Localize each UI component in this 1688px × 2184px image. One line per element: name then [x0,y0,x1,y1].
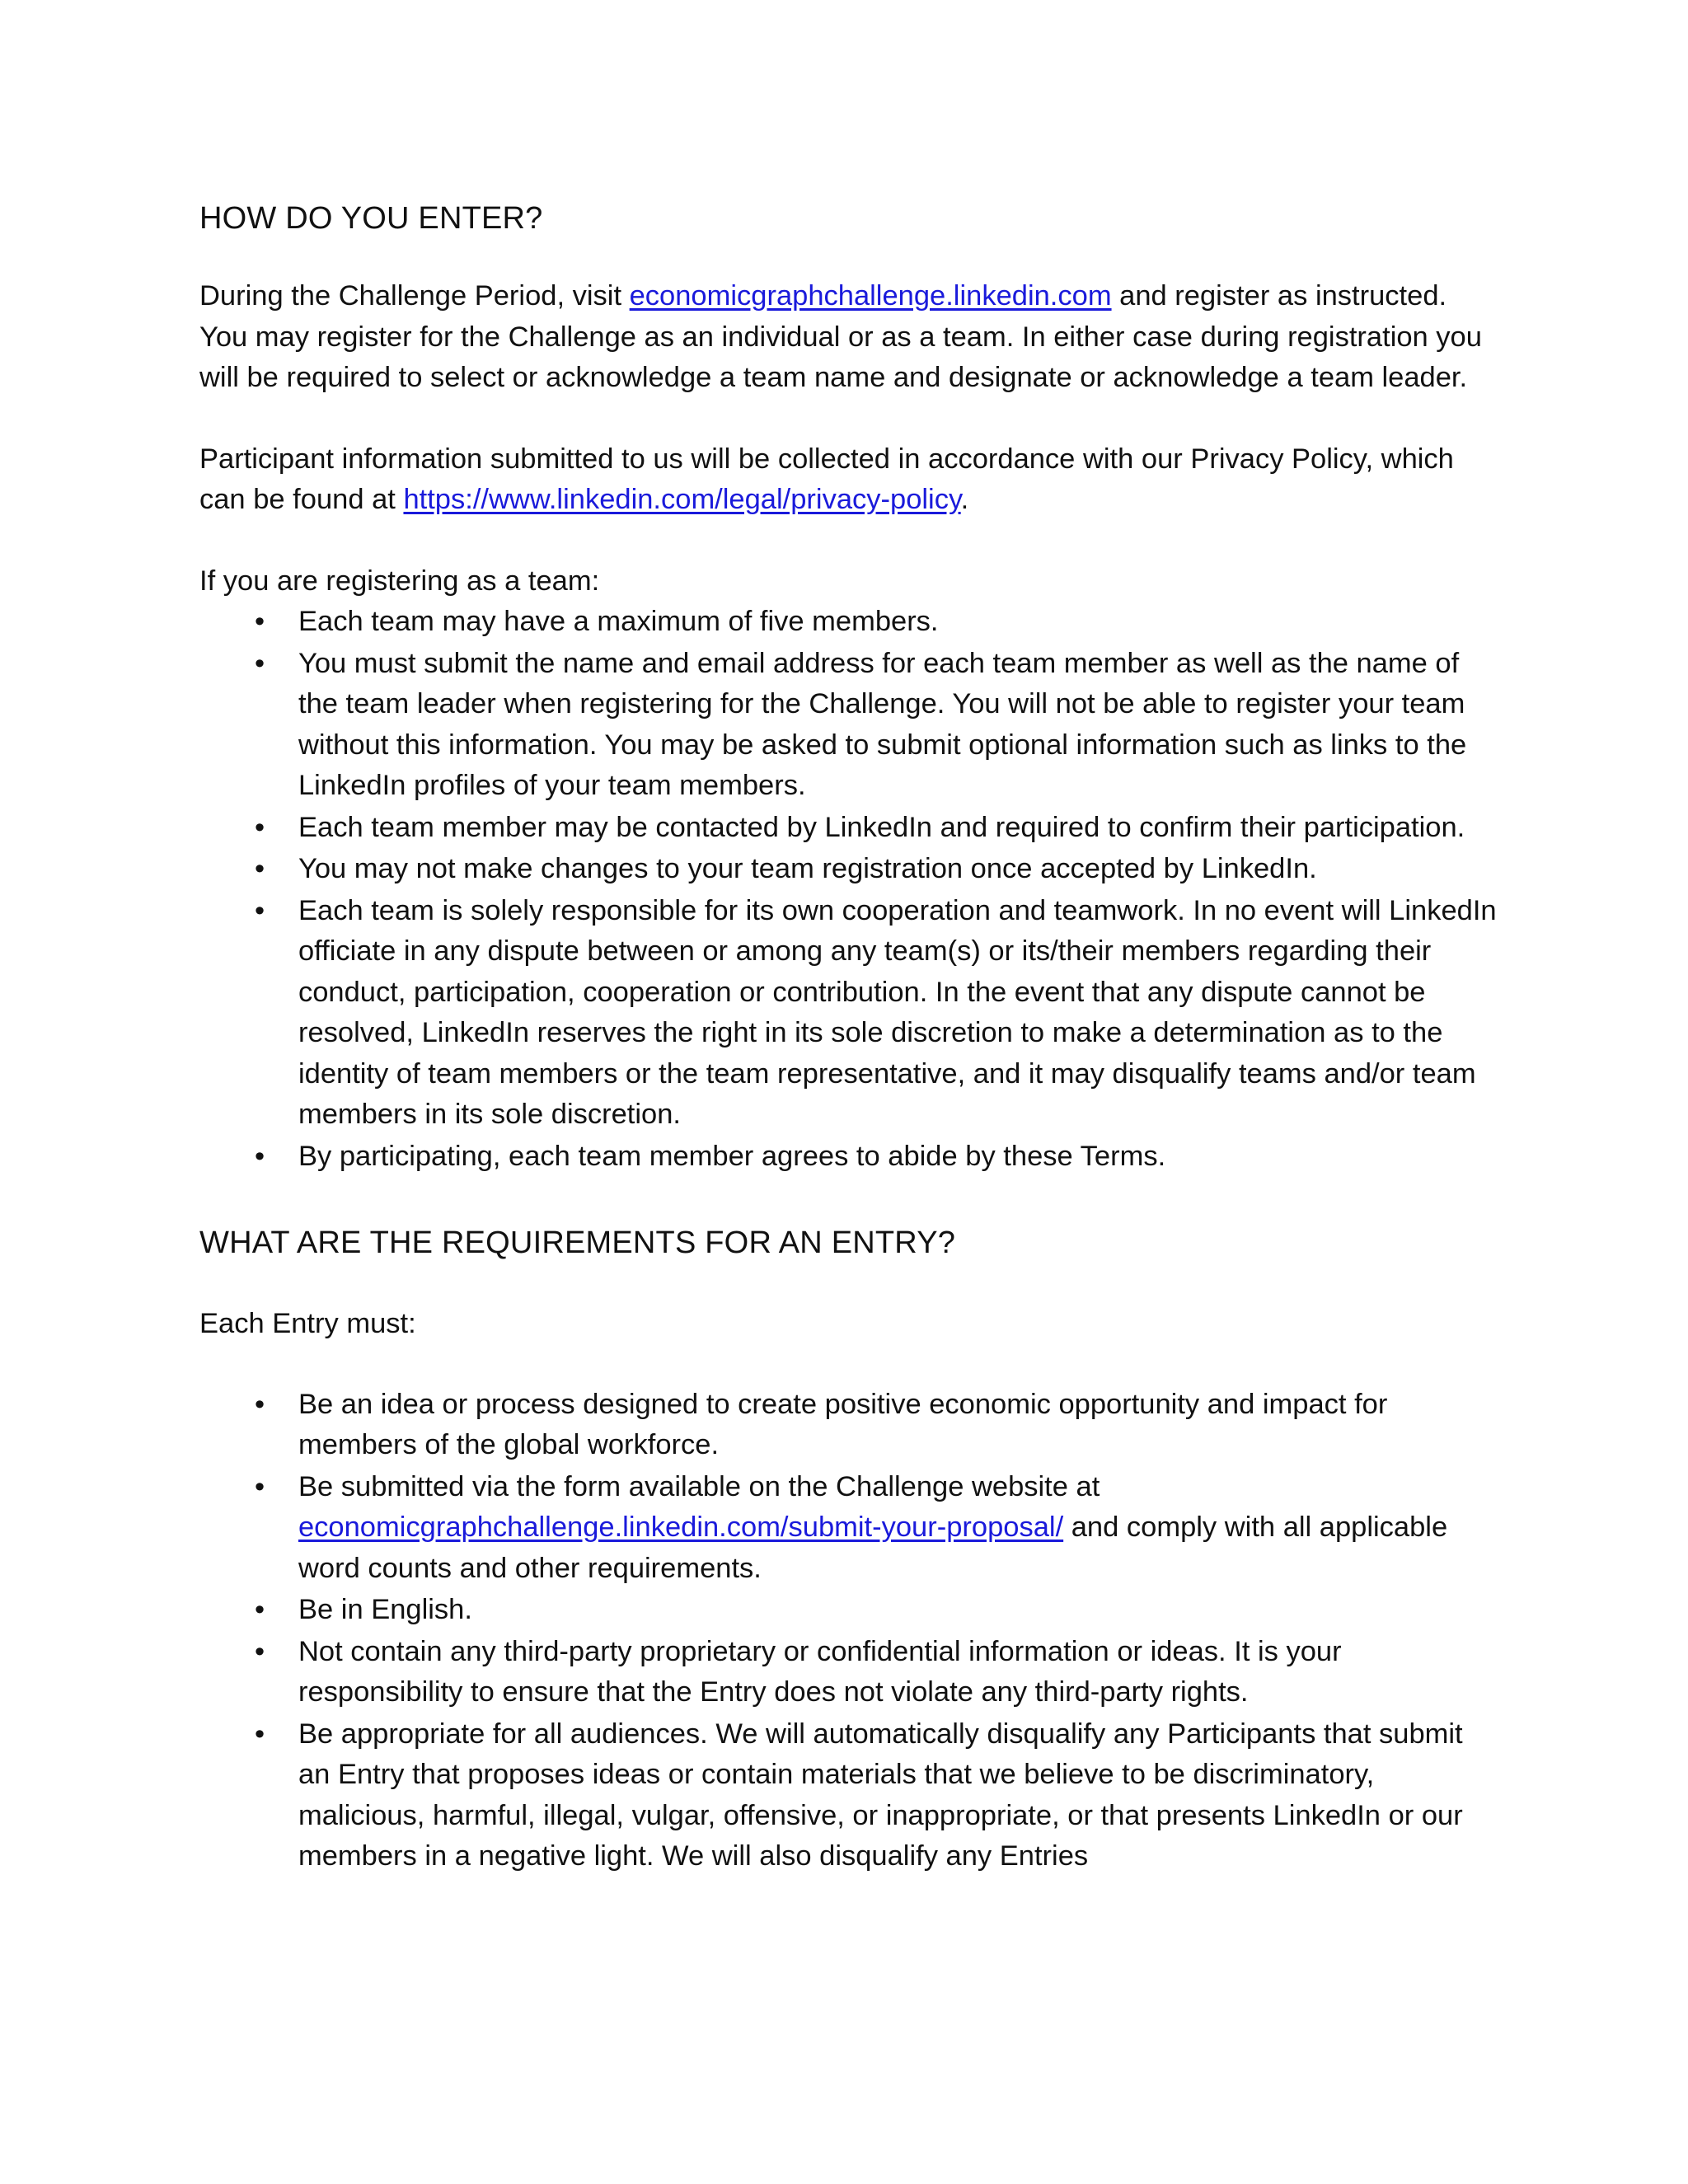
bullet-icon: • [254,606,265,637]
list-item [199,808,1502,849]
list-item-text: Be in English. [298,1594,472,1625]
bullet-icon: • [254,1140,265,1172]
list-item [199,1632,1502,1713]
bullet-icon: • [254,647,265,679]
bullet-icon: • [254,853,265,884]
paragraph-privacy [199,439,1502,521]
list-item [199,602,1502,643]
link-submit-proposal[interactable]: economicgraphchallenge.linkedin.com/submit-your-proposal/ [298,1511,1064,1543]
bullet-icon: • [254,811,265,843]
bullet-icon: • [254,1470,265,1502]
link-privacy-policy[interactable]: https://www.linkedin.com/legal/privacy-policy [403,484,961,515]
list-item-text: Each team is solely responsible for its own cooperation and teamwork. In no event will LinkedIn officiate in any dispute between or among any team(s) or its/their members regarding their conduct, participation, cooperation or contribution. In the event that any dispute cannot be resolved, LinkedIn reserves the right in its sole discretion to make a determination as to the identity of team members or the team representative, and it may disqualify teams and/or team members in its sole discretion. [298,894,1497,1130]
list-item [199,1590,1502,1631]
list-item-text: By participating, each team member agrees to abide by these Terms. [298,1140,1166,1172]
list-item-text: Each team may have a maximum of five members. [298,606,939,637]
list-item-text: You must submit the name and email address for each team member as well as the name of the team leader when registering for the Challenge. You will not be able to register your team without this information. You may be asked to submit optional information such as links to the LinkedIn profiles of your team members. [298,647,1467,801]
bullet-icon: • [254,1718,265,1750]
entry-intro: Each Entry must: [199,1308,416,1339]
heading-entry-requirements: WHAT ARE THE REQUIREMENTS FOR AN ENTRY? [199,1226,956,1260]
list-item-text: Not contain any third-party proprietary or confidential information or ideas. It is your responsibility to ensure that the Entry does not violate any third-party rights. [298,1635,1342,1708]
document-body [199,194,1502,1877]
team-rules-list [199,602,1502,1177]
paragraph-privacy-text-end: . [960,484,969,515]
list-item [199,1714,1502,1877]
heading-how-do-you-enter: HOW DO YOU ENTER? [199,201,543,236]
list-item [199,891,1502,1136]
list-item [199,1467,1502,1590]
list-item [199,644,1502,807]
bullet-icon: • [254,894,265,926]
list-item-text: Each team member may be contacted by LinkedIn and required to confirm their participation. [298,811,1465,843]
list-item-text: Be an idea or process designed to create positive economic opportunity and impact for members of the global workforce. [298,1388,1388,1460]
list-item [199,849,1502,890]
list-item [199,1385,1502,1466]
paragraph-registration-text-end: and register as instructed. You may register for the Challenge as an individual or as a team. In either case during registration you will be required to select or acknowledge a team name and designate or acknowledge a team leader. [199,280,1482,393]
list-item-text-start: Be submitted via the form available on the Challenge website at [298,1470,1100,1502]
list-item-text: You may not make changes to your team registration once accepted by LinkedIn. [298,853,1317,884]
paragraph-registration [199,276,1502,399]
bullet-icon: • [254,1388,265,1420]
bullet-icon: • [254,1594,265,1625]
entry-requirements-list [199,1385,1502,1877]
paragraph-privacy-text-start: Participant information submitted to us will be collected in accordance with our Privacy Policy, which can be found at [199,443,1454,515]
link-challenge-site[interactable]: economicgraphchallenge.linkedin.com [629,280,1112,312]
paragraph-registration-text-start: During the Challenge Period, visit [199,280,630,312]
list-item [199,1137,1502,1178]
bullet-icon: • [254,1635,265,1667]
team-intro: If you are registering as a team: [199,565,600,597]
list-item-text-end: and comply with all applicable word counts and other requirements. [298,1511,1448,1584]
list-item-text: Be appropriate for all audiences. We will automatically disqualify any Participants that submit an Entry that proposes ideas or contain materials that we believe to be discriminatory, malicious, harmful, illegal, vulgar, offensive, or inappropriate, or that presents LinkedIn or our members in a negative light. We will also disqualify any Entries [298,1718,1463,1872]
